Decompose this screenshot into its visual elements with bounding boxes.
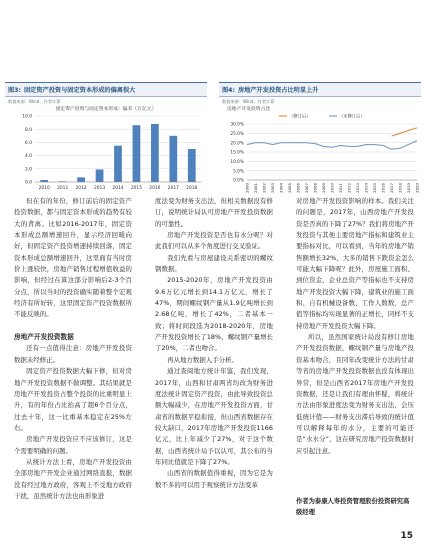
y-tick-label: 2.0 bbox=[25, 167, 32, 173]
y-tick-label: 6.0 bbox=[25, 141, 32, 146]
x-tick-label: 2011 bbox=[338, 183, 343, 193]
y-tick-label: 20.0% bbox=[230, 141, 244, 147]
figure-3-header bbox=[5, 82, 207, 97]
legend-label: （修订后） bbox=[289, 114, 311, 120]
x-tick-label: 2010 bbox=[329, 183, 335, 193]
y-tick-label: 15.0% bbox=[230, 150, 244, 156]
x-tick-label: 2009 bbox=[321, 183, 326, 193]
bar bbox=[77, 177, 85, 182]
x-tick-label: 2005 bbox=[287, 183, 292, 193]
figure-4-number: 图4: bbox=[222, 87, 235, 94]
bar bbox=[169, 136, 177, 182]
legend-label: （未修订后） bbox=[339, 114, 365, 120]
series-line bbox=[247, 141, 417, 149]
bar bbox=[40, 180, 48, 182]
x-tick-label: 2020 bbox=[414, 183, 420, 193]
paragraph: 通过查阅地方统计年鉴，我们发现，2017年，山西和甘肃两省均改为财务进度法统计固定资产投资，由此导致投资总额大幅减少，在房地产开发投资方面，甘肃省的数据平稳衔接，但山西省数据存在较大缺口，2017年房地产开发投资1166亿元，比上年减少了27%，对于这个数据，山西省统计局予以认可，其公布的当年同比值就是下降了27%。 bbox=[155, 367, 273, 466]
y-tick-label: 0.0% bbox=[233, 178, 244, 184]
x-tick-label: 2001 bbox=[253, 183, 258, 193]
x-tick-label: 2012 bbox=[346, 183, 352, 193]
x-tick-label: 2018 bbox=[397, 183, 403, 193]
paragraph: 固定资产投资数据大幅下修，但对房地产开发投资数据不做调整。其结果就是房地产开发投资占整个投资的比重明显上升，有的年份占比抬高了超6个百分点，过去十年，这一比重基本稳定在25%左右。 bbox=[14, 367, 132, 432]
x-tick-label: 2000 bbox=[244, 183, 250, 193]
y-tick-label: 10.0 bbox=[22, 114, 32, 120]
chart-title: 固定资产投资与固定资本形成：偏差（万亿元） bbox=[55, 107, 157, 112]
y-tick-label: 30.0% bbox=[230, 122, 244, 128]
section-heading: 房地产开发投资数据 bbox=[14, 333, 74, 342]
paragraph: 房地产开发投资是否也有水分呢？对此我们可以从多个角度进行交叉验证。 bbox=[155, 231, 273, 251]
chart-title: 房地产开发投资占比 bbox=[227, 107, 271, 112]
bar bbox=[151, 124, 159, 182]
figure-3-source: 数据来源：Wind，作者计算 bbox=[8, 99, 61, 104]
page-number: 15 bbox=[400, 531, 413, 541]
figure-4 bbox=[219, 82, 421, 193]
paragraph: 度法变为财务支出法，但相关数据没有修订，说明统计局认可房地产开发投资数据的可靠性。 bbox=[155, 197, 273, 228]
x-tick-label: 2003 bbox=[270, 183, 275, 193]
paragraph: 我们先看与房屋建设关系密切的螺纹钢数据。 bbox=[155, 253, 273, 274]
x-tick-label: 2013 bbox=[93, 186, 106, 191]
author-credit bbox=[296, 496, 414, 518]
figure-4-header bbox=[219, 82, 421, 97]
x-tick-label: 2014 bbox=[363, 183, 369, 193]
paragraph: 但在有的年份，修订前后的固定资产投资数据，都与固定资本形成的趋势有较大的背离。比如2016-2017年，固定资本形成总额增速回升，显示经济回暖向好，但固定资产投资增速持续回落，固定资本形成总额增速回升，这里面有当时房价上涨较快，房地产销售过程增值收益的影响，但经过在算这部分影响后2-3个百分点，所以当时的投资确实随着整个宏观经济有所好转，这里固定资产投资数据所不能反映的。 bbox=[14, 197, 132, 319]
x-tick-label: 2012 bbox=[75, 186, 87, 191]
y-tick-label: 0.0 bbox=[25, 180, 32, 186]
paragraph: 还有一点值得注意：房地产开发投资数据未经修正。 bbox=[14, 344, 132, 364]
paragraph: 从统计方法上看，房地产开发投资由全部房地产开发企业通过网络直报，数据没有经过地方政府，客观上不受地方政府干扰，虽然统计方法也由形象进 bbox=[14, 457, 132, 500]
x-tick-label: 2016 bbox=[149, 186, 161, 191]
figure-3 bbox=[5, 82, 207, 191]
figure-3-number: 图3: bbox=[8, 87, 21, 94]
y-tick-label: 8.0 bbox=[25, 127, 32, 133]
y-tick-label: 5.0% bbox=[233, 169, 244, 175]
x-tick-label: 2017 bbox=[389, 183, 394, 193]
y-tick-label: 10.0% bbox=[230, 159, 244, 165]
author-credit-text: 作者为泰康人寿投资管理股份投资研究高级经理 bbox=[296, 498, 410, 516]
text-column-3 bbox=[296, 196, 414, 457]
figure-3-chart bbox=[5, 102, 207, 194]
x-tick-label: 2018 bbox=[186, 186, 198, 191]
x-tick-label: 2015 bbox=[130, 186, 143, 191]
bar bbox=[133, 125, 141, 182]
bar bbox=[96, 169, 104, 182]
paragraph: 2015-2020年，房地产开发投资由9.6万亿元增长到14.1万亿元，增长了47%，期间螺纹钢产量从1.9亿吨增长到2.68亿吨，增长了42%，二者基本一致；将时间段选为2018-2020年，房地产开发投资增长了18%，螺纹钢产量增长了20%，二者也吻合。 bbox=[155, 276, 273, 353]
x-tick-label: 2010 bbox=[38, 186, 50, 191]
x-tick-label: 2007 bbox=[304, 183, 309, 193]
paragraph: 再从地方数据入手分析。 bbox=[167, 355, 239, 364]
paragraph: 对房地产开发投资影响的样本。我们关注的问题是，2017年，山西房地产开发投资是否真的下降了27%？我们将房地产开发投资与其他主要房地产指标和建筑业主要指标对比，可以看到，当年的房地产销售额增长32%，大多的销售下跌资金怎么可能大幅下降呢？此外，房屋施工面积、到位资金、企业总资产等指标也不支持房地产开发投资大幅下降，建筑业的施工面积、自有机械设备数、工作人数数、总产值等指标均实现显著的正增长，同样不支持房地产开发投资大幅下降。 bbox=[296, 197, 414, 330]
bar bbox=[114, 146, 122, 182]
x-tick-label: 2016 bbox=[380, 183, 386, 193]
x-tick-label: 2019 bbox=[406, 183, 411, 193]
text-column-2 bbox=[155, 196, 273, 491]
paragraph: 房地产开发投资应不应该修订，这是个需要明确的问题。 bbox=[14, 435, 132, 455]
x-tick-label: 2002 bbox=[261, 183, 267, 193]
y-tick-label: 4.0 bbox=[25, 154, 32, 160]
x-tick-label: 2004 bbox=[278, 183, 284, 193]
series-line bbox=[392, 128, 418, 136]
figure-4-chart bbox=[219, 102, 421, 202]
x-tick-label: 2013 bbox=[355, 183, 360, 193]
x-tick-label: 2014 bbox=[112, 186, 124, 191]
figure-4-title: 房地产开发投资占比明显上升 bbox=[237, 87, 319, 94]
paragraph: 山西省的数据值得重视，因为它是为数不多的可以用于观察统计方法变革 bbox=[155, 469, 273, 489]
x-tick-label: 2008 bbox=[312, 183, 318, 193]
bar bbox=[188, 149, 196, 182]
figure-3-title: 固定资产投资与固定资本形成的偏离很大 bbox=[23, 87, 136, 94]
figure-4-source: 数据来源：Wind，作者计算 bbox=[222, 99, 275, 104]
text-column-1 bbox=[14, 196, 132, 502]
x-tick-label: 2011 bbox=[57, 186, 69, 191]
x-tick-label: 2015 bbox=[372, 183, 377, 193]
x-tick-label: 2017 bbox=[167, 186, 179, 191]
x-tick-label: 2006 bbox=[295, 183, 301, 193]
y-tick-label: 25.0% bbox=[230, 131, 244, 137]
paragraph-spacer bbox=[14, 321, 132, 332]
paragraph: 所以，虽然国家统计局没有修订房地产开发投资数据，螺纹钢产量与房地产投资基本吻合，且同年改变统计方法的甘肃等省的房地产开发投资数据也没有体现出异常，但是山西省2017年房地产开发投资数据，还是让我们有理由怀疑，将统计方法由形象进度法变为财务支出法，会压低统计值——财务支出滞后导致的统计值可以解释每年的水分，主要的可能还是“水水分”，这在研究房地产投资数据时应引起注意。 bbox=[296, 333, 414, 455]
